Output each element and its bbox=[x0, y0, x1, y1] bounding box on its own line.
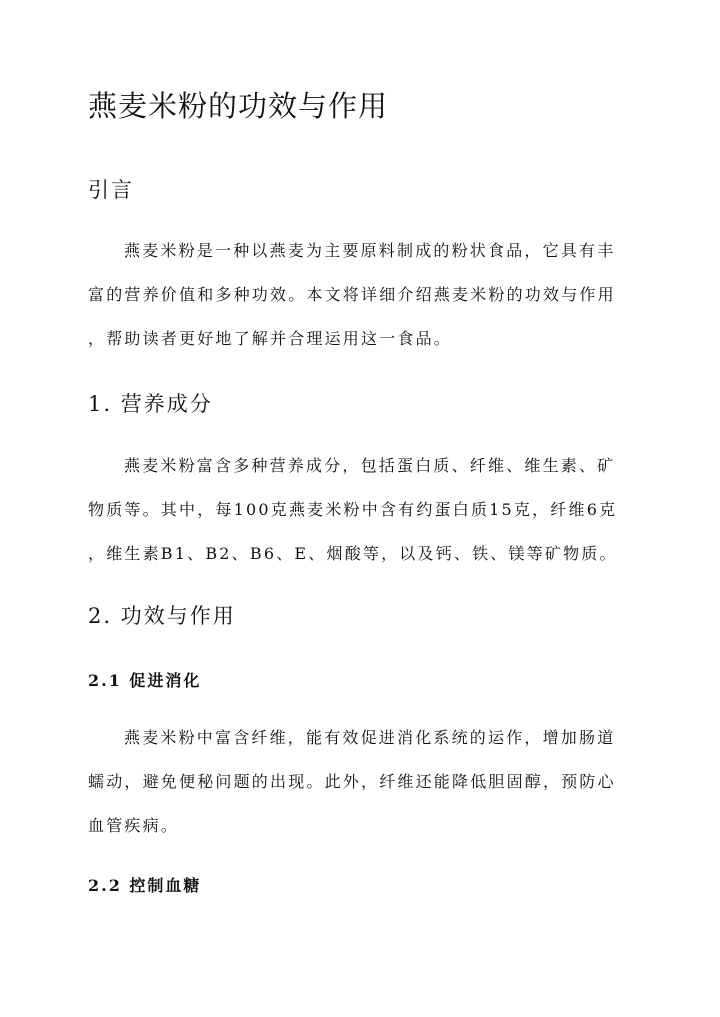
paragraph-line: 燕麦米粉是一种以燕麦为主要原料制成的粉状食品，它具有丰 bbox=[124, 241, 616, 260]
paragraph-line: 蠕动，避免便秘问题的出现。此外，纤维还能降低胆固醇，预防心 bbox=[88, 772, 616, 791]
paragraph-line: ，帮助读者更好地了解并合理运用这一食品。 bbox=[88, 329, 453, 348]
paragraph-line: 血管疾病。 bbox=[88, 816, 180, 835]
paragraph-line: 物质等。其中，每100克燕麦米粉中含有约蛋白质15克，纤维6克 bbox=[88, 500, 618, 519]
paragraph-line: 燕麦米粉富含多种营养成分，包括蛋白质、纤维、维生素、矿 bbox=[124, 456, 616, 475]
section-heading-nutrition: 1. 营养成分 bbox=[88, 392, 213, 416]
paragraph-line: ，维生素B1、B2、B6、E、烟酸等，以及钙、铁、镁等矿物质。 bbox=[88, 544, 618, 563]
paragraph-line: 燕麦米粉中富含纤维，能有效促进消化系统的运作，增加肠道 bbox=[124, 728, 616, 747]
digestion-paragraph bbox=[88, 716, 632, 848]
paragraph-line: 富的营养价值和多种功效。本文将详细介绍燕麦米粉的功效与作用 bbox=[88, 285, 616, 304]
section-heading-effects: 2. 功效与作用 bbox=[88, 604, 236, 628]
subsection-heading-digestion: 2.1 促进消化 bbox=[88, 671, 202, 690]
nutrition-paragraph bbox=[88, 444, 632, 576]
intro-paragraph bbox=[88, 229, 632, 361]
section-heading-intro: 引言 bbox=[88, 178, 134, 202]
subsection-heading-blood-sugar: 2.2 控制血糖 bbox=[88, 876, 202, 895]
document-title: 燕麦米粉的功效与作用 bbox=[88, 89, 389, 123]
